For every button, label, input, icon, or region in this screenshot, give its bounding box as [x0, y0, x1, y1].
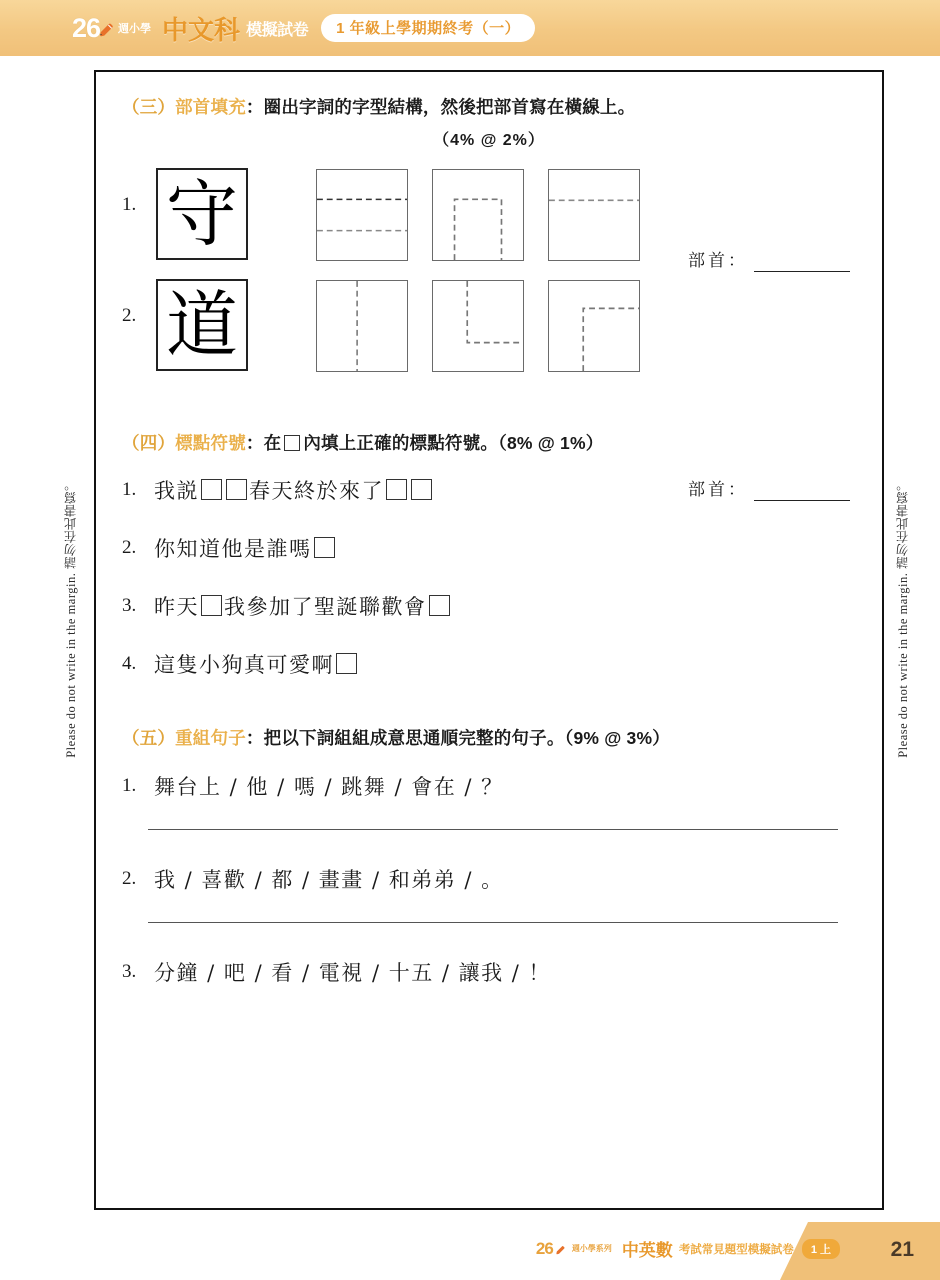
margin-note-right: Please do not write in the margin. 請勿在此書寫。 — [896, 478, 910, 758]
radical-answer-blank[interactable] — [754, 486, 850, 501]
brand-logo-number: 26 — [72, 12, 101, 43]
section-4 — [122, 430, 856, 678]
exam-title-badge: 1 年級上學期期終考（一） — [321, 14, 535, 42]
section-4-heading — [122, 430, 856, 456]
page-footer — [0, 1222, 940, 1280]
radical-answer-1 — [688, 246, 850, 272]
margin-note-left: Please do not write in the margin. 請勿在此書寫。 — [64, 478, 78, 758]
footer-logo-number: 26 — [535, 1239, 553, 1258]
section-5-heading — [122, 725, 856, 751]
subject-subtitle: 模擬試卷 — [246, 21, 309, 39]
radical-answer-label: 部首： — [688, 480, 748, 501]
answer-line[interactable] — [148, 922, 838, 923]
punctuation-blank[interactable] — [386, 479, 407, 500]
section-4-name: 標點符號 — [175, 433, 246, 454]
character-box: 道 — [156, 279, 248, 371]
list-item — [122, 649, 856, 679]
structure-option-vertical-split[interactable] — [316, 280, 408, 372]
section-5-colon: ： — [245, 727, 264, 748]
section-5 — [122, 725, 856, 987]
page-header — [0, 0, 940, 56]
reorder-prompt-line — [122, 957, 856, 987]
item-number: 2. — [122, 867, 137, 889]
page-number: 21 — [890, 1238, 914, 1261]
section-5-name: 重組句子 — [175, 727, 246, 748]
punctuation-items — [122, 475, 856, 679]
section-3-instruction: 圈出字詞的字型結構，然後把部首寫在橫線上。 — [263, 97, 636, 117]
structure-options — [316, 168, 640, 261]
punctuation-blank[interactable] — [411, 479, 432, 500]
section-4-instruction-before: 在 — [263, 433, 282, 454]
section-3-marks: （4% @ 2%） — [433, 132, 545, 150]
item-text: 昨天 — [154, 594, 199, 619]
item-text: 分鐘 / 吧 / 看 / 電視 / 十五 / 讓我 / ！ — [154, 960, 552, 985]
punctuation-blank[interactable] — [429, 595, 450, 616]
answer-line[interactable] — [148, 829, 838, 830]
item-number: 2. — [122, 536, 137, 558]
radical-row-index: 1. — [122, 194, 137, 216]
item-text: 你知道他是誰嗎 — [154, 536, 312, 561]
reorder-prompt-line — [122, 771, 856, 801]
subject-title: 中文科 — [162, 14, 241, 45]
structure-option-u-shape-open-top[interactable] — [432, 169, 524, 261]
radical-answer-label: 部首： — [688, 251, 748, 272]
item-number: 4. — [122, 652, 137, 674]
item-text: 春天終於來了 — [249, 478, 384, 503]
structure-option-bottom-right-l-shape[interactable] — [432, 280, 524, 372]
reorder-prompt-line — [122, 864, 856, 894]
list-item — [122, 771, 856, 830]
pencil-icon — [98, 22, 115, 39]
footer-series-label: 週小學系列 — [571, 1244, 612, 1253]
radical-row-index: 2. — [122, 305, 137, 327]
punctuation-blank[interactable] — [314, 537, 335, 558]
footer-brand — [536, 1236, 840, 1261]
item-text: 我參加了聖誕聯歡會 — [224, 594, 427, 619]
structure-option-top-right-corner-shape[interactable] — [548, 280, 640, 372]
pencil-icon — [555, 1245, 566, 1256]
brand-series-label: 週小學 — [118, 23, 152, 35]
list-item — [122, 533, 856, 563]
radical-row — [122, 168, 856, 272]
section-4-colon: ： — [245, 433, 264, 454]
list-item — [122, 957, 856, 987]
footer-subject — [622, 1236, 673, 1261]
brand-logo — [72, 12, 152, 43]
punctuation-blank[interactable] — [226, 479, 247, 500]
item-text: 這隻小狗真可愛啊 — [154, 652, 334, 677]
item-number: 1. — [122, 478, 137, 500]
item-text: 舞台上 / 他 / 嗎 / 跳舞 / 會在 / ？ — [154, 774, 504, 799]
punctuation-blank[interactable] — [201, 595, 222, 616]
item-text: 我 / 喜歡 / 都 / 畫畫 / 和弟弟 / 。 — [154, 867, 504, 892]
section-4-number: （四） — [122, 433, 176, 454]
item-number: 3. — [122, 960, 137, 982]
footer-subject-text: 中英數 — [621, 1241, 673, 1260]
footer-description: 考試常見題型模擬試卷 — [678, 1243, 794, 1256]
section-4-instruction-after: 內填上正確的標點符號。（8% @ 1%） — [303, 433, 604, 454]
section-5-number: （五） — [122, 727, 176, 748]
structure-option-horizontal-three-split[interactable] — [316, 169, 408, 261]
section-3-number: （三） — [122, 97, 176, 117]
section-3-heading — [122, 94, 856, 120]
list-item — [122, 591, 856, 621]
footer-grade-badge: 1 上 — [802, 1239, 840, 1259]
item-number: 3. — [122, 594, 137, 616]
structure-options — [316, 279, 640, 372]
item-number: 1. — [122, 774, 137, 796]
radical-answer-2 — [688, 475, 850, 501]
section-5-instruction: 把以下詞組組成意思通順完整的句子。（9% @ 3%） — [263, 727, 670, 748]
radical-answer-blank[interactable] — [754, 257, 850, 272]
punctuation-blank[interactable] — [201, 479, 222, 500]
inline-answer-box-icon — [284, 435, 300, 451]
header-brand — [72, 10, 535, 47]
worksheet-frame — [94, 70, 884, 1210]
punctuation-blank[interactable] — [336, 653, 357, 674]
list-item — [122, 864, 856, 923]
reorder-items — [122, 771, 856, 987]
character-box: 守 — [156, 168, 248, 260]
item-text: 我説 — [154, 478, 199, 503]
worksheet-content — [96, 72, 882, 1208]
section-3-name: 部首填充 — [175, 97, 246, 117]
section-3-colon: ： — [245, 97, 264, 117]
structure-option-horizontal-two-split[interactable] — [548, 169, 640, 261]
